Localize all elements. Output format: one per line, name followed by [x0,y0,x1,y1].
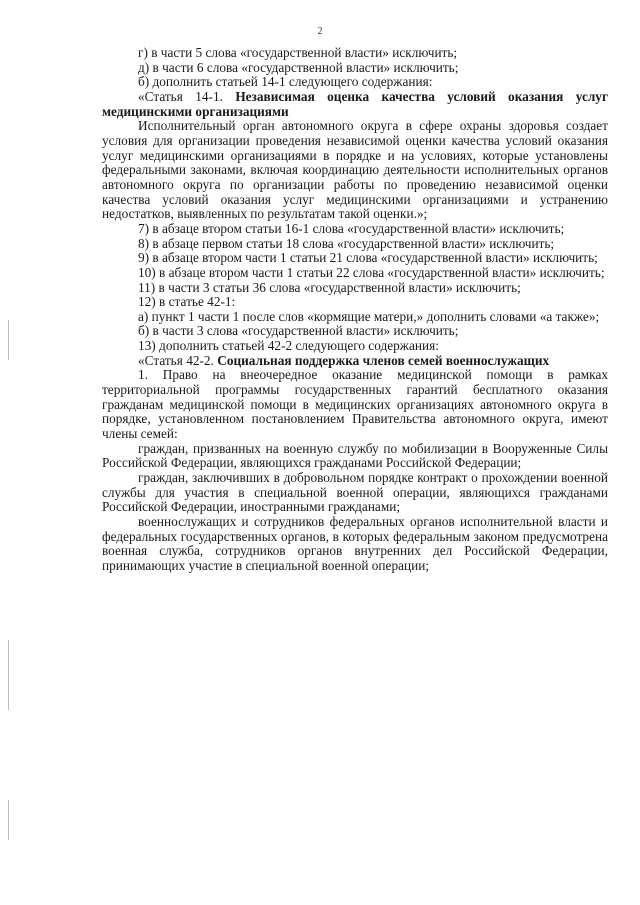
paragraph: граждан, призванных на военную службу по мобилизации в Вооруженные Силы Российской Федерации, являющихся гражданами Российской Федерации; [102,440,608,471]
page-number: 2 [317,26,323,37]
article-heading [102,354,608,369]
paragraph: 8) в абзаце первом статьи 18 слова «государственной власти» исключить; [138,235,555,251]
paragraph: 10) в абзаце втором части 1 статьи 22 слова «государственной власти» исключить; [138,264,605,280]
article-number: «Статья 42-2. [138,352,218,368]
paragraph: Исполнительный орган автономного округа в сфере охраны здоровья создает условия для организации проведения независимой оценки качества условий оказания услуг медицинскими организациями в порядке и на условиях, которые установлены федеральными законами, включая координацию деятельности исполнительных органов автономного округа по организации работы по проведению независимой оценки качества условий оказания услуг медицинскими организациями и устранению недостатков, выявленных по результатам такой оценки.»; [102,118,608,222]
paragraph: г) в части 5 слова «государственной власти» исключить; [138,45,458,60]
scan-edge-mark [8,320,9,360]
paragraph: 11) в части 3 статьи 36 слова «государственной власти» исключить; [138,279,521,295]
scan-edge-mark [8,800,9,840]
paragraph: 13) дополнить статьей 42-2 следующего содержания: [138,338,439,354]
paragraph: граждан, заключивших в добровольном порядке контракт о прохождении военной службы для участия в специальной военной операции, являющихся гражданами Российской Федерации, иностранными гражданами; [102,470,608,515]
scan-edge-mark [8,640,9,710]
article-title: Независимая оценка качества условий оказания услуг медицинскими организациями [102,88,608,119]
article-title: Социальная поддержка членов семей военнослужащих [217,352,550,368]
paragraph: 1. Право на внеочередное оказание медицинской помощи в рамках территориальной программы государственных гарантий бесплатного оказания гражданам медицинской помощи в медицинских организациях автономного округа в порядке, установленном постановлением Правительства автономного округа, имеют члены семей: [102,367,608,442]
paragraph: военнослужащих и сотрудников федеральных органов исполнительной власти и федеральных государственных органов, в которых федеральным законом предусмотрена военная служба, сотрудников органов внутренних дел Российской Федерации, принимающих участие в специальной военной операции; [102,514,608,573]
article-heading [102,90,608,119]
paragraph: 9) в абзаце втором части 1 статьи 21 слова «государственной власти» исключить; [138,250,598,266]
paragraph: д) в части 6 слова «государственной власти» исключить; [138,59,459,75]
paragraph: а) пункт 1 части 1 после слов «кормящие матери,» дополнить словами «а также»; [138,308,600,324]
paragraph: б) в части 3 слова «государственной власти» исключить; [138,323,459,339]
article-number: «Статья 14-1. [138,88,236,104]
paragraph: 12) в статье 42-1: [138,294,236,310]
document-body [102,46,608,574]
paragraph: 7) в абзаце втором статьи 16-1 слова «государственной власти» исключить; [138,220,565,236]
paragraph: б) дополнить статьей 14-1 следующего содержания: [138,74,433,90]
